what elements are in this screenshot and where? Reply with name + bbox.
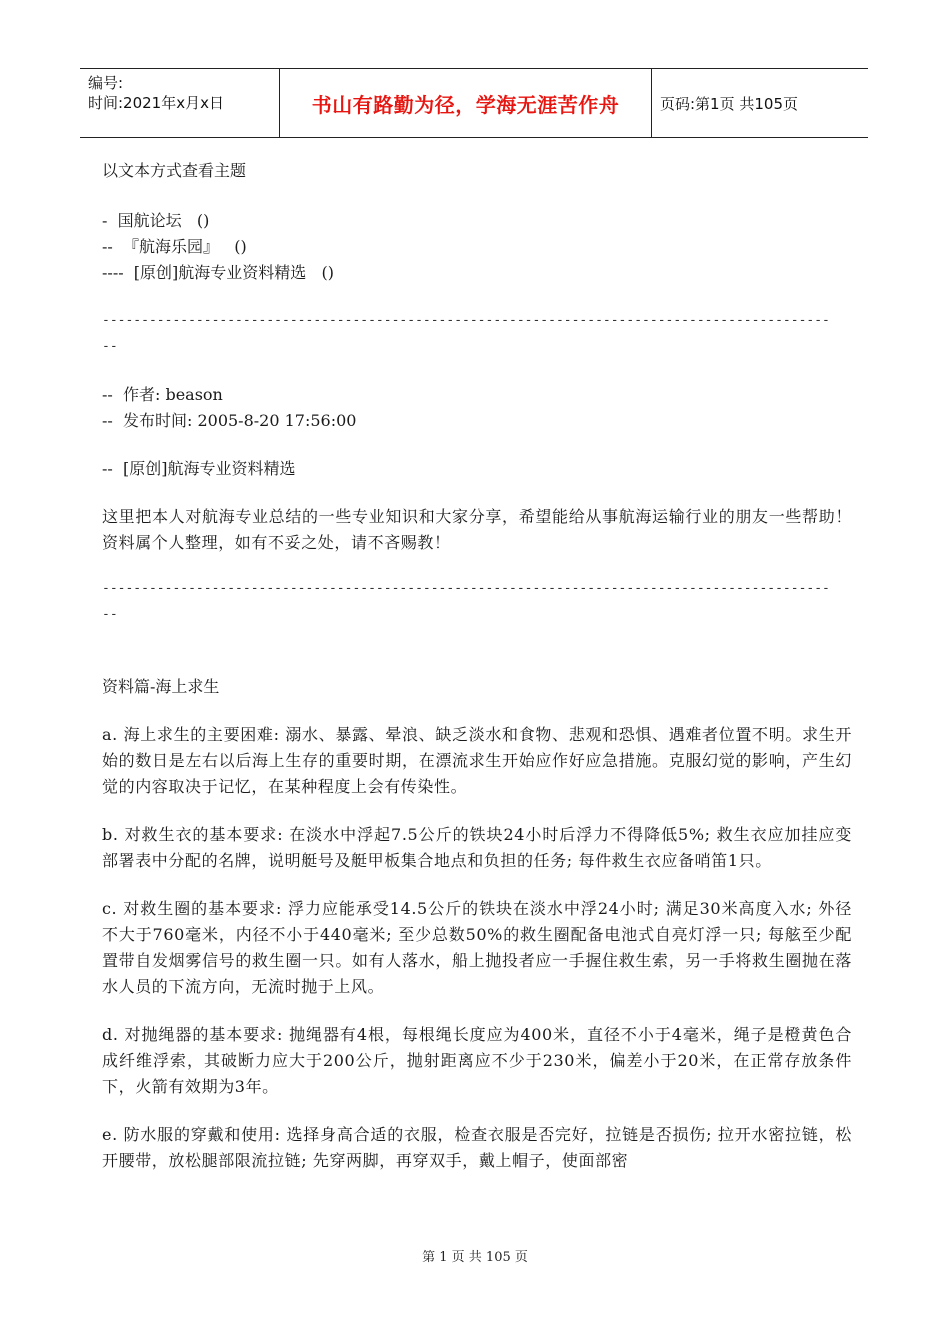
section-title: 资料篇-海上求生 <box>102 677 220 696</box>
paragraph-c: c. 对救生圈的基本要求: 浮力应能承受14.5公斤的铁块在淡水中浮24小时; 满足30米高度入水; 外径不大于760毫米，内径不小于440毫米; 至少总数50%的救生圈配备电池式自亮灯浮一只; 每舷至少配置带自发烟雾信号的救生圈一只。如有人落水，船上抛投者应一手握住救生索，另一手将救生圈抛在落水人员的下流方向，无流时抛于上风。 <box>102 899 852 996</box>
header-motto: 书山有路勤为径，学海无涯苦作舟 <box>280 69 652 137</box>
document-body <box>102 158 852 1174</box>
post-author: -- 作者: beason <box>102 385 223 404</box>
page-footer: 第 1 页 共 105 页 <box>422 1250 528 1265</box>
breadcrumb-topic[interactable]: ---- [原创]航海专业资料精选 () <box>102 263 335 282</box>
divider-rule-tail: -- <box>102 339 118 354</box>
header-meta-cell <box>80 69 280 137</box>
document-header <box>80 68 868 138</box>
divider-rule-2: --------------------------------------------------------------------------------------------- <box>102 581 830 596</box>
paragraph-a: a. 海上求生的主要困难: 溺水、暴露、晕浪、缺乏淡水和食物、悲观和恐惧、遇难者位置不明。求生开始的数日是左右以后海上生存的重要时期，在漂流求生开始应作好应急措施。克服幻觉的影响，产生幻觉的内容取决于记忆，在某种程度上会有传染性。 <box>102 725 852 796</box>
post-title: -- [原创]航海专业资料精选 <box>102 459 296 478</box>
post-date: -- 发布时间: 2005-8-20 17:56:00 <box>102 411 357 430</box>
date-label: 时间:2021年x月x日 <box>88 94 224 112</box>
divider-rule-2-tail: -- <box>102 607 118 622</box>
view-as-text-link[interactable]: 以文本方式查看主题 <box>102 161 247 180</box>
header-page-info: 页码:第1页 共105页 <box>660 94 798 113</box>
breadcrumb-board[interactable]: -- 『航海乐园』 () <box>102 237 247 256</box>
paragraph-e: e. 防水服的穿戴和使用: 选择身高合适的衣服，检查衣服是否完好，拉链是否损伤; 拉开水密拉链，松开腰带，放松腿部限流拉链; 先穿两脚，再穿双手，戴上帽子，使面部密 <box>102 1125 852 1170</box>
intro-paragraph: 这里把本人对航海专业总结的一些专业知识和大家分享，希望能给从事航海运输行业的朋友一些帮助！资料属个人整理，如有不妥之处，请不吝赐教！ <box>102 507 852 552</box>
number-label: 编号: <box>88 74 124 92</box>
divider-rule: --------------------------------------------------------------------------------------------- <box>102 313 830 328</box>
paragraph-b: b. 对救生衣的基本要求: 在淡水中浮起7.5公斤的铁块24小时后浮力不得降低5%; 救生衣应加挂应变部署表中分配的名牌，说明艇号及艇甲板集合地点和负担的任务; 每件救生衣应备哨笛1只。 <box>102 825 852 870</box>
paragraph-d: d. 对抛绳器的基本要求: 抛绳器有4根，每根绳长度应为400米，直径不小于4毫米，绳子是橙黄色合成纤维浮索，其破断力应大于200公斤，抛射距离应不少于230米，偏差小于20米，在正常存放条件下，火箭有效期为3年。 <box>102 1025 852 1096</box>
breadcrumb-forum[interactable]: - 国航论坛 () <box>102 211 210 230</box>
